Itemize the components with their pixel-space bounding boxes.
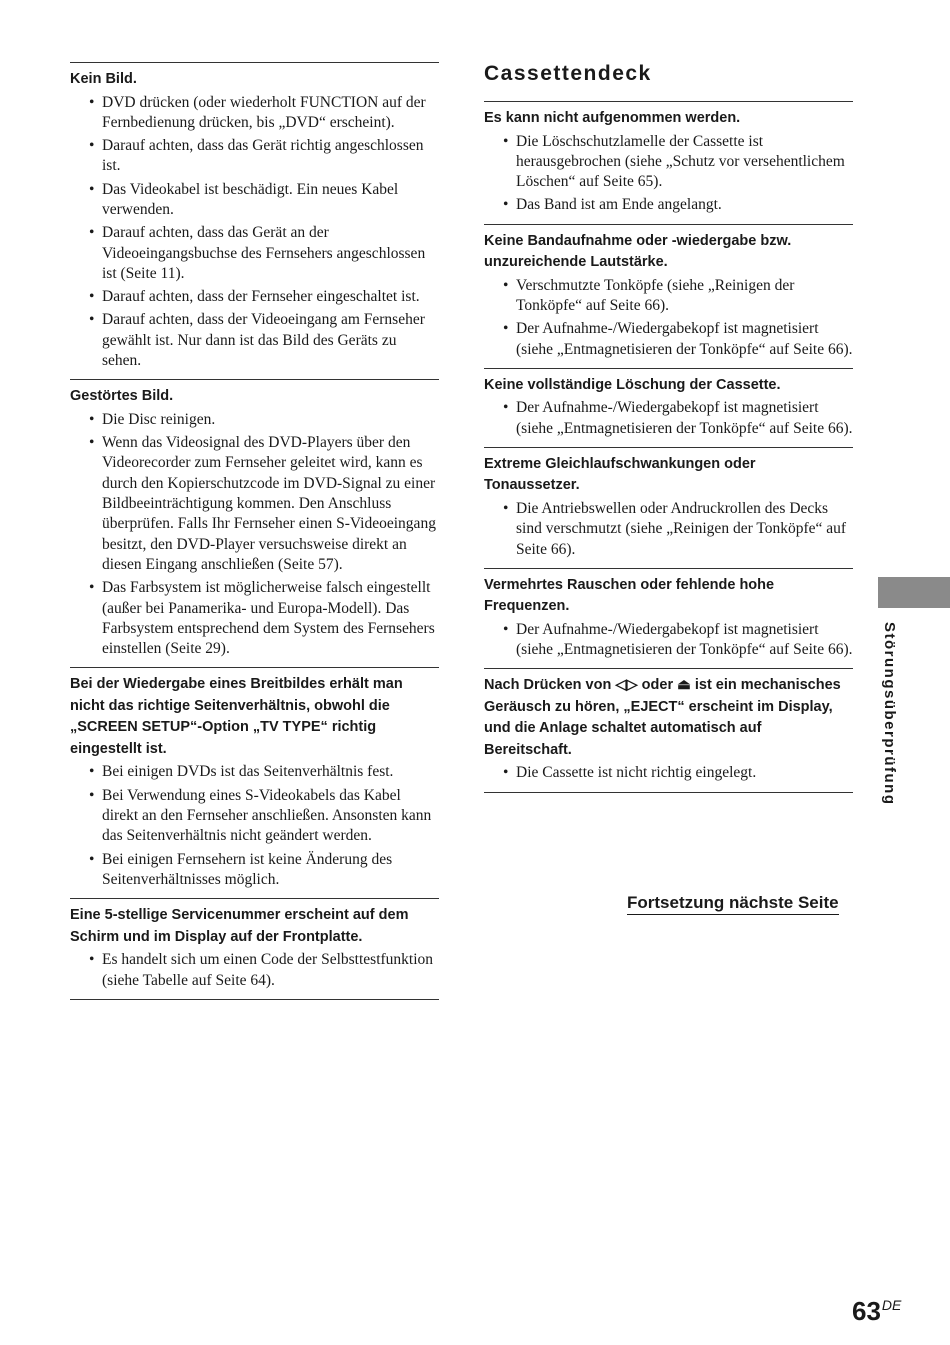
list-item-text: Darauf achten, dass der Fernseher eingeschaltet ist. [102, 288, 420, 306]
bullet-icon: • [89, 850, 95, 868]
list-item [484, 319, 853, 360]
bullet-icon: • [89, 786, 95, 804]
list-item [70, 93, 439, 134]
list-item [70, 433, 439, 575]
list-item [70, 136, 439, 177]
list-item [484, 499, 853, 560]
bullet-icon: • [89, 288, 95, 306]
list-item-text: Der Aufnahme-/Wiedergabekopf ist magnetisiert (siehe „Entmagnetisieren der Tonköpfe“ auf Seite 66). [516, 399, 853, 437]
section-title: Nach Drücken von ◁▷ oder ⏏ ist ein mechanisches Geräusch zu hören, „EJECT“ erscheint im Display, und die Anlage schaltet automatisch auf Bereitschaft. [484, 677, 841, 758]
list-item-text: Das Farbsystem ist möglicherweise falsch eingestellt (außer bei Panamerika- und Europa-Modell). Das Farbsystem entsprechend dem System des Fernsehers einstellen (Seite 29). [102, 579, 435, 658]
list-item-text: Bei einigen DVDs ist das Seitenverhältnis fest. [102, 763, 394, 781]
troubleshoot-section [484, 668, 853, 792]
troubleshoot-section [70, 62, 439, 379]
troubleshoot-section [70, 667, 439, 898]
remedy-list [70, 950, 439, 991]
bullet-icon: • [89, 434, 95, 452]
troubleshoot-section [70, 898, 439, 1000]
bullet-icon: • [89, 763, 95, 781]
list-item [70, 180, 439, 221]
remedy-list [70, 93, 439, 372]
section-title: Keine Bandaufnahme oder -wiedergabe bzw. unzureichende Lautstärke. [484, 232, 792, 271]
troubleshoot-section [484, 568, 853, 669]
section-title: Kein Bild. [70, 71, 137, 87]
list-item-text: Die Cassette ist nicht richtig eingelegt. [516, 764, 757, 782]
list-item-text: Es handelt sich um einen Code der Selbsttestfunktion (siehe Tabelle auf Seite 64). [102, 951, 434, 989]
remedy-list [484, 620, 853, 661]
list-item [484, 398, 853, 439]
list-item [70, 950, 439, 991]
page-number-suffix: DE [881, 1297, 902, 1313]
list-item [484, 276, 853, 317]
list-item [70, 287, 439, 307]
list-item-text: Das Band ist am Ende angelangt. [516, 196, 722, 214]
section-title: Gestörtes Bild. [70, 388, 174, 405]
list-item [70, 578, 439, 659]
list-item-text: Die Disc reinigen. [102, 410, 216, 428]
list-item-text: Das Videokabel ist beschädigt. Ein neues Kabel verwenden. [102, 180, 399, 218]
list-item [484, 195, 853, 215]
list-item [70, 410, 439, 430]
bullet-icon: • [503, 399, 509, 417]
bullet-icon: • [89, 579, 95, 597]
list-item-text: Verschmutzte Tonköpfe (siehe „Reinigen der Tonköpfe“ auf Seite 66). [516, 276, 795, 314]
section-title: Eine 5-stellige Servicenummer erscheint auf dem Schirm und im Display auf der Frontplatte. [70, 907, 409, 945]
bullet-icon: • [503, 132, 509, 150]
bullet-icon: • [503, 764, 509, 782]
bullet-icon: • [503, 320, 509, 338]
list-item [484, 763, 853, 783]
list-item-text: Die Löschschutzlamelle der Cassette ist herausgebrochen (siehe „Schutz vor versehentlichem Löschen“ auf Seite 65). [516, 132, 845, 191]
remedy-list [484, 763, 853, 783]
list-item-text: Bei Verwendung eines S-Videokabels das Kabel direkt an den Fernseher anschließen. Ansonsten kann das Seitenverhältnis nicht geändert werden. [102, 786, 432, 845]
bullet-icon: • [503, 276, 509, 294]
left-column [70, 62, 439, 1000]
list-item-text: Darauf achten, dass der Videoeingang am Fernseher gewählt ist. Nur dann ist das Bild des Geräts zu sehen. [102, 311, 425, 370]
remedy-list [484, 276, 853, 360]
bullet-icon: • [503, 196, 509, 214]
troubleshoot-section [70, 379, 439, 667]
bullet-icon: • [503, 499, 509, 517]
section-title: Vermehrtes Rauschen oder fehlende hohe Frequenzen. [484, 576, 775, 615]
continue-note: Fortsetzung nächste Seite [627, 893, 839, 915]
side-tab-label: Störungsüberprüfung [881, 622, 898, 806]
list-item [70, 786, 439, 847]
bullet-icon: • [89, 137, 95, 155]
remedy-list [70, 762, 439, 890]
remedy-list [484, 132, 853, 216]
list-item [70, 850, 439, 891]
page-number [852, 1296, 901, 1327]
troubleshoot-section [484, 224, 853, 368]
bullet-icon: • [89, 951, 95, 969]
section-title: Es kann nicht aufgenommen werden. [484, 110, 741, 126]
page-number-value: 63 [852, 1296, 881, 1326]
troubleshoot-section [484, 101, 853, 224]
section-heading-cassettendeck: Cassettendeck [484, 62, 652, 85]
remedy-list [484, 398, 853, 439]
bullet-icon: • [89, 410, 95, 428]
list-item-text: Der Aufnahme-/Wiedergabekopf ist magnetisiert (siehe „Entmagnetisieren der Tonköpfe“ auf Seite 66). [516, 320, 853, 358]
list-item-text: Bei einigen Fernsehern ist keine Änderung des Seitenverhältnisses möglich. [102, 850, 393, 888]
troubleshoot-section [484, 368, 853, 447]
section-title: Bei der Wiedergabe eines Breitbildes erhält man nicht das richtige Seitenverhältnis, obwohl die „SCREEN SETUP“-Option „TV TYPE“ richtig eingestellt ist. [70, 676, 403, 757]
list-item-text: Darauf achten, dass das Gerät richtig angeschlossen ist. [102, 137, 424, 175]
right-column [484, 62, 853, 793]
list-item-text: Darauf achten, dass das Gerät an der Videoeingangsbuchse des Fernsehers angeschlossen ist (Seite 11). [102, 224, 426, 282]
list-item [484, 620, 853, 661]
bullet-icon: • [89, 93, 95, 111]
list-item-text: Die Antriebswellen oder Andruckrollen des Decks sind verschmutzt (siehe „Reinigen der Tonköpfe“ auf Seite 66). [516, 499, 847, 558]
list-item [484, 132, 853, 193]
list-item [70, 310, 439, 371]
remedy-list [484, 499, 853, 560]
remedy-list [70, 410, 439, 660]
list-item [70, 762, 439, 782]
bullet-icon: • [503, 620, 509, 638]
list-item [70, 223, 439, 284]
bullet-icon: • [89, 311, 95, 329]
bullet-icon: • [89, 224, 95, 242]
list-item-text: DVD drücken (oder wiederholt FUNCTION auf der Fernbedienung drücken, bis „DVD“ erscheint). [102, 93, 426, 131]
section-title: Extreme Gleichlaufschwankungen oder Tonaussetzer. [484, 455, 756, 494]
section-title: Keine vollständige Löschung der Cassette. [484, 376, 781, 393]
side-tab-marker [878, 577, 950, 608]
list-item-text: Wenn das Videosignal des DVD-Players über den Videorecorder zum Fernseher geleitet wird, kann es durch den Kopierschutzcode im DVD-Signal zu einer Bildbeeinträchtigung kommen. Den Anschluss überprüfen. Falls Ihr Fernseher einen S-Videoeingang besitzt, den DVD-Player versuchsweise direkt an diesen Eingang anschließen (Seite 57). [102, 434, 436, 573]
list-item-text: Der Aufnahme-/Wiedergabekopf ist magnetisiert (siehe „Entmagnetisieren der Tonköpfe“ auf Seite 66). [516, 620, 853, 659]
bullet-icon: • [89, 180, 95, 198]
troubleshoot-section [484, 447, 853, 568]
